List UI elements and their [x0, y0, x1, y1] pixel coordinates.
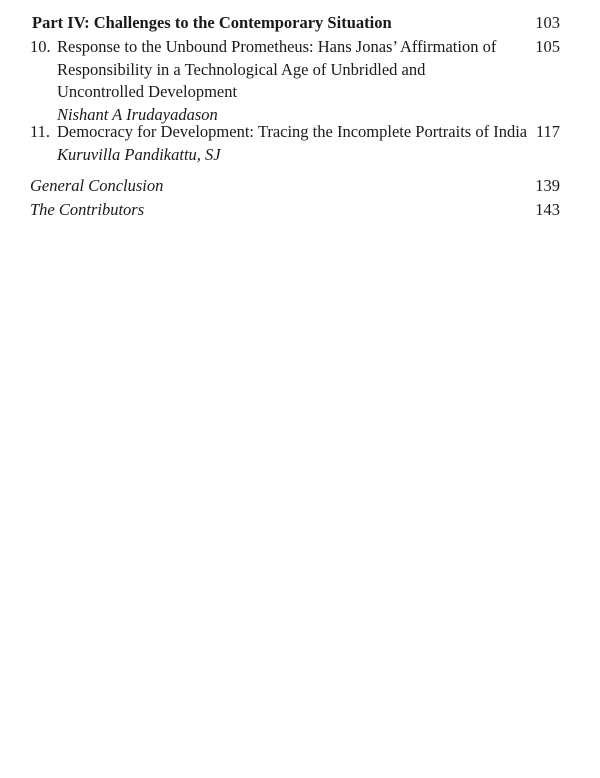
end-matter-page-number: 139 [535, 176, 560, 195]
entry-page-number: 105 [535, 37, 560, 56]
entry-page-number: 117 [535, 122, 560, 141]
entry-title-line: Uncontrolled Development [57, 82, 238, 101]
entry-number: 10. [30, 37, 51, 56]
end-matter-general-conclusion: General Conclusion [30, 176, 164, 195]
toc-entry-11 [30, 121, 530, 166]
entry-body [57, 121, 543, 166]
toc-entry-10 [30, 36, 530, 126]
part-page-number: 103 [535, 13, 560, 32]
entry-body [57, 36, 543, 126]
end-matter-contributors: The Contributors [30, 200, 145, 219]
entry-author: Nishant A Irudayadason [57, 104, 218, 124]
entry-title-line: Democracy for Development: Tracing the Incomplete Portraits of India [57, 122, 528, 141]
entry-author: Kuruvilla Pandikattu, SJ [57, 144, 221, 164]
entry-title-line: Response to the Unbound Prometheus: Hans Jonas’ Affirmation of [57, 37, 497, 56]
entry-title-line: Responsibility in a Technological Age of Unbridled and [57, 59, 426, 79]
part-heading: Part IV: Challenges to the Contemporary Situation [32, 13, 392, 32]
end-matter-page-number: 143 [535, 200, 560, 219]
entry-number: 11. [30, 122, 51, 141]
